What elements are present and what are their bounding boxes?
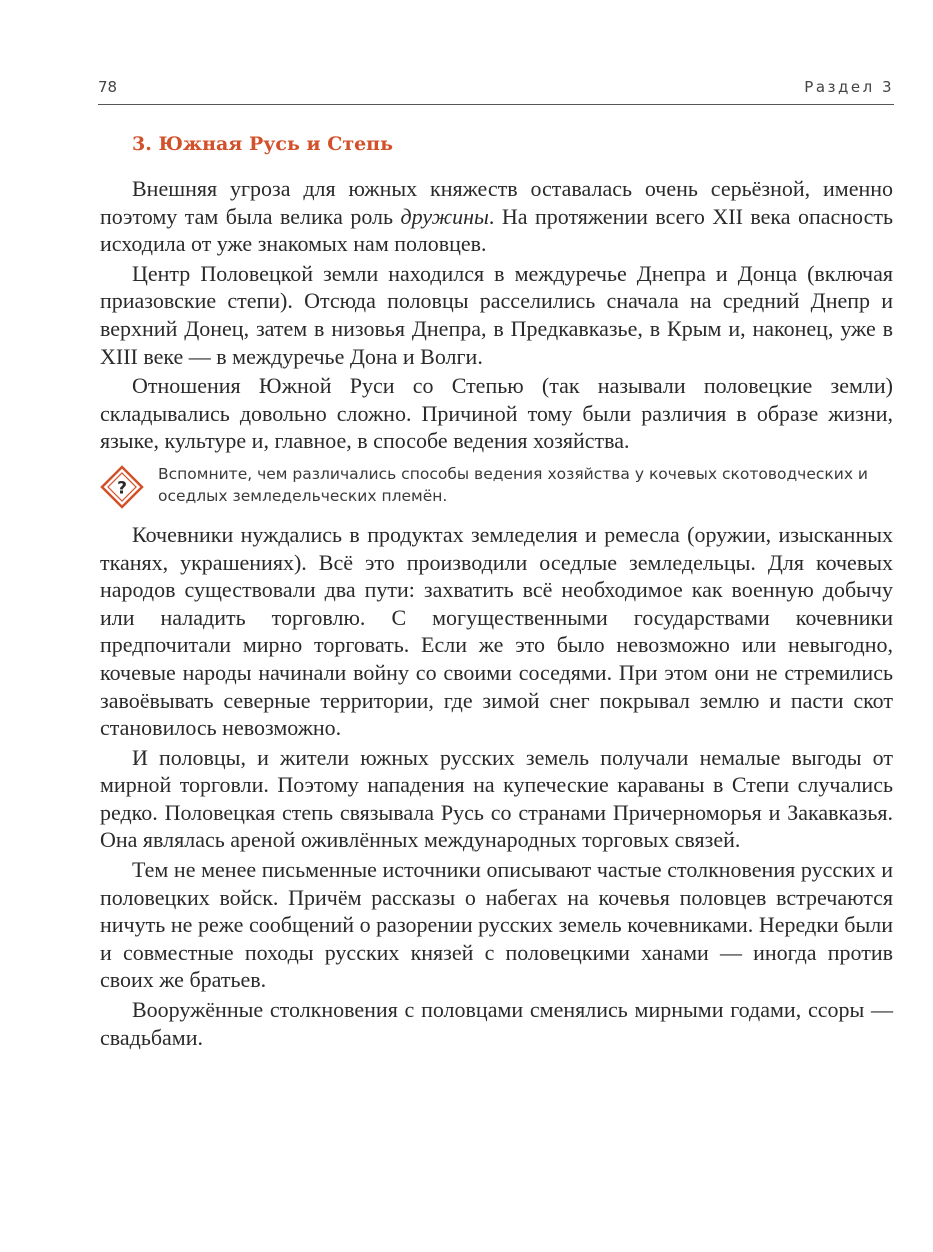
paragraph-5: И половцы, и жители южных русских земель получали немалые выгоды от мирной торговли. Поэтому нападения на купеческие караваны в Степи случались редко. Половецкая степь связывала Русь со странами Причерноморья и Закавказья. Она являлась ареной оживлённых международных торговых связей. xyxy=(100,744,893,853)
paragraph-1-start: Внешняя угроза для южных княжеств оставалась очень серьёзной, именно поэтому там была велика роль xyxy=(100,176,893,229)
term-druzhina: дружины xyxy=(400,203,489,229)
paragraph-4: Кочевники нуждались в продуктах земледелия и ремесла (оружии, изысканных тканях, украшениях). Всё это производили оседлые земледельцы. Для кочевых народов существовали два пути: захватить всё необходимое как военную добычу или наладить торговлю. С могущественными государствами кочевники предпочитали мирно торговать. Если же это было невозможно или невыгодно, кочевые народы начинали войну со своими соседями. При этом они не стремились завоёвывать северные территории, где зимой снег покрывал землю и пасти скот становилось невозможно. xyxy=(100,521,893,741)
paragraph-1-end: . На протяжении всего XII века опасность исходила от уже знакомых нам половцев. xyxy=(100,203,894,257)
section-title: 3. Южная Русь и Степь xyxy=(132,133,393,155)
paragraph-7: Вооружённые столкновения с половцами сменялись мирными годами, ссоры — свадьбами. xyxy=(100,997,893,1050)
svg-text:?: ? xyxy=(117,478,127,499)
question-box xyxy=(100,463,893,511)
page-header xyxy=(98,78,894,104)
article-body xyxy=(100,175,893,1053)
paragraph-2: Центр Половецкой земли находился в междуречье Днепра и Донца (включая приазовские степи). Отсюда половцы расселились сначала на средний Днепр и верхний Донец, затем в низовья Днепра, в Предкавказье, в Крым и, наконец, уже в XIII веке — в междуречье Дона и Волги. xyxy=(100,260,893,369)
question-text: Вспомните, чем различались способы ведения хозяйства у кочевых скотоводческих и оседлых земледельческих племён. xyxy=(158,464,868,505)
paragraph-6: Тем не менее письменные источники описывают частые столкновения русских и половецких войск. Причём рассказы о набегах на кочевья половцев встречаются ничуть не реже сообщений о разорении русских земель кочевниками. Нередки были и совместные походы русских князей с половецкими ханами — иногда против своих же братьев. xyxy=(100,857,893,993)
page-number: 78 xyxy=(98,78,118,96)
header-divider xyxy=(98,104,894,105)
question-icon xyxy=(100,465,144,509)
paragraph-3: Отношения Южной Руси со Степью (так называли половецкие земли) складывались довольно сложно. Причиной тому были различия в образе жизни, языке, культуре и, главное, в способе ведения хозяйства. xyxy=(100,373,893,454)
section-label: Раздел 3 xyxy=(804,78,894,96)
paragraph-1 xyxy=(100,175,893,258)
